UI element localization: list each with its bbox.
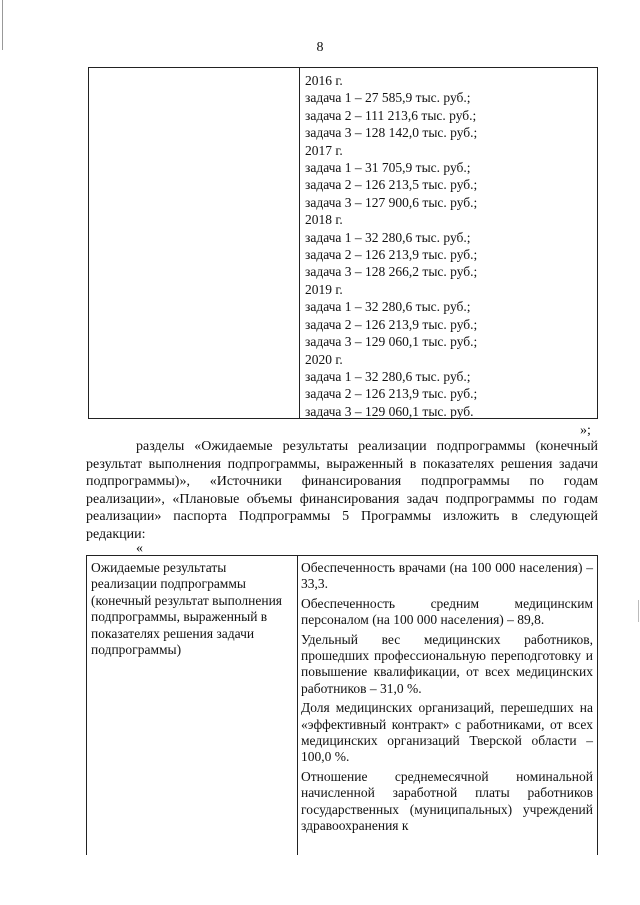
result-indicator: Доля медицинских организаций, перешедших на «эффективный контракт» с работниками, от всех медицинских организаций Тверской области – 100,0 %. (301, 700, 593, 765)
financing-line: 2019 г. (305, 281, 343, 297)
page-number: 8 (316, 40, 324, 55)
result-indicator: Удельный вес медицинских работников, прошедших профессиональную переподготовку и повышение квалификации, от всех медицинских работников – 31,0 %. (301, 631, 593, 696)
results-content (301, 560, 593, 838)
financing-line: 2020 г. (305, 351, 343, 367)
result-indicator: Обеспеченность средним медицинским персоналом (на 100 000 населения) – 89,8. (301, 595, 593, 628)
financing-line: задача 1 – 32 280,6 тыс. руб.; (305, 229, 471, 245)
financing-table (88, 67, 598, 419)
financing-line: задача 3 – 128 266,2 тыс. руб.; (305, 264, 478, 280)
financing-line: задача 3 – 127 900,6 тыс. руб.; (305, 194, 478, 210)
financing-line: задача 2 – 126 213,5 тыс. руб.; (305, 177, 478, 193)
financing-line: задача 1 – 32 280,6 тыс. руб.; (305, 368, 471, 384)
scan-edge-mark-right (638, 600, 639, 622)
financing-line: задача 2 – 126 213,9 тыс. руб.; (305, 316, 478, 332)
financing-line: задача 1 – 31 705,9 тыс. руб.; (305, 160, 471, 176)
result-indicator: Отношение среднемесячной номинальной начисленной заработной платы работников государственных (муниципальных) учреждений здравоохранения к (301, 768, 593, 834)
table-column-divider (297, 556, 298, 855)
financing-line: задача 1 – 27 585,9 тыс. руб.; (305, 90, 471, 106)
closing-quote: »; (580, 423, 591, 438)
financing-line: 2016 г. (305, 73, 343, 88)
results-table (86, 555, 598, 855)
body-paragraph (86, 438, 598, 544)
financing-line: задача 2 – 111 213,6 тыс. руб.; (305, 107, 477, 123)
financing-line: задача 2 – 126 213,9 тыс. руб.; (305, 247, 478, 263)
financing-line: задача 3 – 129 060,1 тыс. руб. (305, 403, 474, 419)
opening-quote: « (136, 541, 143, 556)
financing-line: задача 3 – 128 142,0 тыс. руб.; (305, 125, 478, 141)
paragraph-text: разделы «Ожидаемые результаты реализации подпрограммы (конечный результат выполнения подпрограммы, выраженный в показателях решения задачи подпрограммы)», «Источники финансирования подпрограммы по годам реализации», «Плановые объемы финансирования задач подпрограммы по годам реализации» паспорта Подпрограммы 5 Программы изложить в следующей редакции: (86, 439, 598, 542)
financing-line: 2017 г. (305, 142, 343, 158)
financing-cell (305, 72, 595, 420)
financing-line: задача 3 – 129 060,1 тыс. руб.; (305, 334, 478, 350)
result-indicator: Обеспеченность врачами (на 100 000 населения) – 33,3. (301, 560, 593, 592)
financing-line: 2018 г. (305, 212, 343, 228)
results-label: Ожидаемые результаты реализации подпрограммы (конечный результат выполнения подпрограммы, выраженный в показателях решения задачи подпрограммы) (91, 560, 283, 658)
financing-line: задача 2 – 126 213,9 тыс. руб.; (305, 386, 478, 402)
financing-line: задача 1 – 32 280,6 тыс. руб.; (305, 299, 471, 315)
table-column-divider (299, 68, 300, 418)
